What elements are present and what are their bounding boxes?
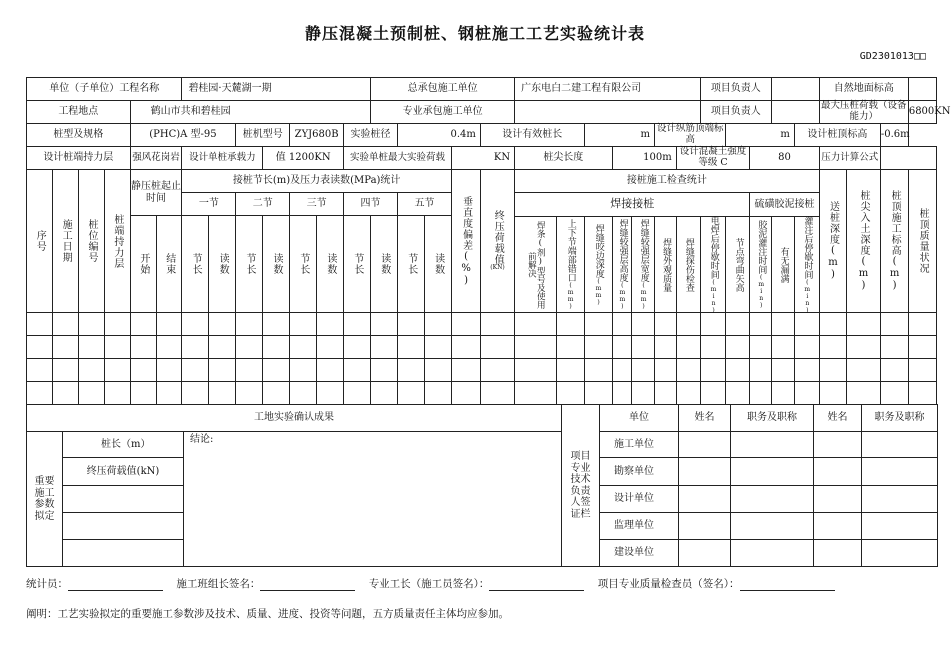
data-cell — [27, 359, 53, 382]
concrete-label: 设计混凝土强度等级 C — [676, 147, 750, 170]
data-cell — [676, 382, 700, 405]
sec1-len: 节长 — [182, 216, 209, 313]
data-rows — [27, 313, 937, 405]
manager-value-2 — [772, 101, 820, 124]
sec4-len: 节长 — [344, 216, 371, 313]
pile-no-header: 桩位编号 — [78, 170, 104, 313]
data-cell — [480, 359, 514, 382]
signature-line — [26, 576, 835, 591]
formula-label: 压力计算公式 — [819, 147, 880, 170]
data-cell — [908, 336, 936, 359]
capacity-label: 设计单桩承载力 — [182, 147, 263, 170]
concrete-value: 80 — [750, 147, 819, 170]
main-table — [26, 77, 951, 405]
data-cell — [726, 359, 750, 382]
data-cell — [632, 336, 655, 359]
data-cell — [209, 359, 236, 382]
data-cell — [290, 359, 317, 382]
statistician-field[interactable] — [68, 578, 163, 591]
top-elev-value: -0.6m — [880, 124, 908, 147]
ground-elev-value — [908, 78, 936, 101]
machine-value: ZYJ680B — [290, 124, 344, 147]
sign-unit-0: 施工单位 — [600, 432, 679, 458]
data-cell — [317, 382, 344, 405]
contractor-value: 广东电白二建工程有限公司 — [515, 78, 700, 101]
data-cell — [398, 313, 425, 336]
sign-unit-1: 勘察单位 — [600, 458, 679, 486]
contractor-label: 总承包施工单位 — [371, 78, 515, 101]
data-cell — [480, 313, 514, 336]
data-cell — [584, 313, 612, 336]
bend-header: 节点弯曲矢高 — [726, 217, 750, 313]
inspector-field[interactable] — [740, 578, 835, 591]
final-load-label: 终压荷载值(kN) — [63, 458, 184, 486]
data-cell — [130, 382, 156, 405]
send-depth-header: 送桩深度(m) — [819, 170, 846, 313]
rebar-elev-label: 设计纵筋顶端标高 — [654, 124, 726, 147]
data-cell — [52, 359, 78, 382]
data-cell — [632, 313, 655, 336]
data-cell — [130, 336, 156, 359]
sec4-header: 四节 — [344, 193, 398, 216]
data-cell — [209, 382, 236, 405]
manager-value — [772, 78, 820, 101]
test-load-unit: KN — [451, 147, 514, 170]
check-header: 接桩施工检查统计 — [515, 170, 820, 193]
sec4-read: 读数 — [371, 216, 398, 313]
start-header: 开始 — [130, 216, 156, 313]
subcontractor-label: 专业承包施工单位 — [371, 101, 515, 124]
data-cell — [772, 359, 795, 382]
data-cell — [424, 313, 451, 336]
data-cell — [480, 336, 514, 359]
data-cell — [515, 313, 556, 336]
data-cell — [344, 382, 371, 405]
diameter-label: 实验桩径 — [344, 124, 398, 147]
rock-label: 强风花岗岩 — [130, 147, 182, 170]
eff-len-label: 设计有效桩长 — [480, 124, 584, 147]
quality-header: 桩顶质量状况 — [908, 170, 936, 313]
test-load-label: 实验单桩最大实验荷载 — [344, 147, 452, 170]
data-cell — [317, 336, 344, 359]
sign-unit-2: 设计单位 — [600, 486, 679, 513]
data-cell — [290, 336, 317, 359]
data-cell — [846, 336, 880, 359]
data-cell — [750, 359, 772, 382]
data-cell — [908, 382, 936, 405]
location-label: 工程地点 — [27, 101, 131, 124]
data-cell — [156, 313, 182, 336]
data-cell — [794, 382, 819, 405]
data-cell — [750, 382, 772, 405]
final-load-header: 终压荷载值 (KN) — [480, 170, 514, 313]
data-cell — [880, 382, 908, 405]
data-cell — [451, 336, 480, 359]
data-cell — [612, 359, 632, 382]
data-cell — [846, 359, 880, 382]
data-cell — [880, 336, 908, 359]
data-cell — [263, 382, 290, 405]
data-cell — [317, 359, 344, 382]
data-cell — [424, 382, 451, 405]
data-cell — [209, 336, 236, 359]
data-cell — [130, 359, 156, 382]
top-elev-header: 桩顶施工标高(m) — [880, 170, 908, 313]
machine-label: 桩机型号 — [236, 124, 290, 147]
data-cell — [584, 336, 612, 359]
appearance-header: 焊缝外观质量 — [654, 217, 676, 313]
data-cell — [612, 382, 632, 405]
sign-unit-header: 单位 — [600, 405, 679, 432]
data-cell — [371, 382, 398, 405]
data-cell — [654, 382, 676, 405]
table-row — [27, 313, 937, 336]
team-leader-label: 施工班组长签名： — [176, 578, 261, 590]
data-cell — [676, 336, 700, 359]
data-cell — [654, 336, 676, 359]
deviation-header: 垂直度偏差(%) — [451, 170, 480, 313]
statistician-label: 统计员： — [26, 578, 68, 590]
weld-rod-header: 焊条(剂)型号及使用前解决 — [515, 217, 556, 313]
data-cell — [819, 336, 846, 359]
sign-name-header-1: 姓名 — [679, 405, 731, 432]
sign-name-header-2: 姓名 — [814, 405, 862, 432]
data-cell — [104, 382, 130, 405]
diameter-value: 0.4m — [398, 124, 481, 147]
max-load-label: 最大压桩荷载（设备能力） — [821, 100, 907, 122]
data-cell — [182, 313, 209, 336]
data-cell — [52, 313, 78, 336]
data-cell — [556, 313, 584, 336]
data-cell — [236, 359, 263, 382]
sec3-read: 读数 — [317, 216, 344, 313]
data-cell — [398, 382, 425, 405]
sec2-read: 读数 — [263, 216, 290, 313]
data-cell — [632, 382, 655, 405]
data-cell — [78, 382, 104, 405]
data-cell — [344, 336, 371, 359]
data-cell — [480, 382, 514, 405]
data-cell — [290, 313, 317, 336]
location-value: 鹤山市共和碧桂园 — [130, 101, 370, 124]
data-cell — [750, 313, 772, 336]
bearing-layer-label: 设计桩端持力层 — [27, 147, 131, 170]
data-cell — [794, 313, 819, 336]
data-cell — [819, 359, 846, 382]
data-cell — [556, 336, 584, 359]
sign-unit-3: 监理单位 — [600, 513, 679, 540]
data-cell — [654, 359, 676, 382]
data-cell — [750, 336, 772, 359]
table-row — [27, 336, 937, 359]
data-cell — [182, 382, 209, 405]
data-cell — [584, 359, 612, 382]
formula-value — [880, 147, 936, 170]
tip-len-value: 100m — [612, 147, 676, 170]
data-cell — [700, 382, 726, 405]
sec3-header: 三节 — [290, 193, 344, 216]
data-cell — [794, 336, 819, 359]
top-elev-label: 设计桩顶标高 — [794, 124, 880, 147]
sec5-len: 节长 — [398, 216, 425, 313]
data-cell — [676, 313, 700, 336]
data-cell — [156, 382, 182, 405]
confirm-table — [26, 404, 938, 567]
data-cell — [908, 313, 936, 336]
data-cell — [424, 359, 451, 382]
max-load-value: 6800KN — [908, 101, 936, 124]
sec2-len: 节长 — [236, 216, 263, 313]
sulfur-header: 硫磺胶泥接桩 — [750, 193, 819, 217]
seq-header: 序号 — [27, 170, 53, 313]
data-cell — [182, 336, 209, 359]
pile-length-label: 桩长（m） — [63, 432, 184, 458]
sec5-read: 读数 — [424, 216, 451, 313]
data-cell — [344, 313, 371, 336]
data-cell — [52, 382, 78, 405]
data-cell — [772, 382, 795, 405]
unit-name-value: 碧桂园·天麓湖一期 — [182, 78, 371, 101]
data-cell — [819, 313, 846, 336]
data-cell — [451, 313, 480, 336]
data-cell — [612, 313, 632, 336]
data-cell — [290, 382, 317, 405]
form-code: GD2301013□□ — [859, 51, 926, 62]
data-cell — [182, 359, 209, 382]
data-cell — [52, 336, 78, 359]
data-cell — [371, 313, 398, 336]
data-cell — [700, 336, 726, 359]
capacity-value: 值 1200KN — [263, 147, 344, 170]
data-cell — [846, 382, 880, 405]
sec1-header: 一节 — [182, 193, 236, 216]
rebar-elev-unit: m — [726, 124, 794, 147]
data-cell — [27, 382, 53, 405]
data-cell — [794, 359, 819, 382]
foreman-label: 专业工长（施工员签名）： — [368, 578, 490, 590]
foreman-field[interactable] — [489, 578, 584, 591]
data-cell — [676, 359, 700, 382]
press-time-header: 静压桩起止时间 — [130, 170, 182, 216]
undercut-header: 焊缝咬边深度 (mm) — [584, 217, 612, 313]
data-cell — [772, 336, 795, 359]
data-cell — [344, 359, 371, 382]
tip-depth-header: 桩尖入土深度(m) — [846, 170, 880, 313]
data-cell — [371, 336, 398, 359]
manager-label: 项目负责人 — [700, 78, 771, 101]
data-cell — [819, 382, 846, 405]
ground-elev-label: 自然地面标高 — [819, 78, 908, 101]
data-cell — [726, 382, 750, 405]
data-cell — [263, 336, 290, 359]
eff-len-unit: m — [584, 124, 654, 147]
data-cell — [263, 359, 290, 382]
manager-label-2: 项目负责人 — [700, 101, 771, 124]
data-cell — [451, 382, 480, 405]
data-cell — [263, 313, 290, 336]
data-cell — [78, 359, 104, 382]
sec3-len: 节长 — [290, 216, 317, 313]
data-cell — [398, 359, 425, 382]
table-row — [27, 359, 937, 382]
data-cell — [104, 313, 130, 336]
data-cell — [209, 313, 236, 336]
conclusion-field: 结论: — [184, 432, 562, 567]
data-cell — [515, 382, 556, 405]
sec5-header: 五节 — [398, 193, 452, 216]
data-cell — [236, 336, 263, 359]
grout-time-header: 胶泥灌注时间 (min) — [750, 217, 772, 313]
team-leader-field[interactable] — [260, 578, 355, 591]
weld-pause-header: 电焊后停歇时间 (min) — [700, 217, 726, 313]
data-cell — [880, 313, 908, 336]
data-cell — [700, 313, 726, 336]
data-cell — [398, 336, 425, 359]
sign-column-label: 项目专业技术负责人签证栏 — [562, 405, 600, 567]
data-cell — [27, 313, 53, 336]
bearing-header: 桩端持力层 — [104, 170, 130, 313]
params-label: 重要施工参数拟定 — [27, 432, 63, 567]
tip-len-label: 桩尖长度 — [515, 147, 612, 170]
data-cell — [156, 336, 182, 359]
data-cell — [236, 382, 263, 405]
inspector-label: 项目专业质量检查员（签名）： — [597, 578, 740, 590]
data-cell — [451, 359, 480, 382]
sign-unit-4: 建设单位 — [600, 540, 679, 567]
data-cell — [317, 313, 344, 336]
data-cell — [584, 382, 612, 405]
data-cell — [130, 313, 156, 336]
data-cell — [846, 313, 880, 336]
data-cell — [772, 313, 795, 336]
page-title: 静压混凝土预制桩、钢桩施工工艺实验统计表 — [304, 24, 645, 43]
data-cell — [515, 336, 556, 359]
data-cell — [908, 359, 936, 382]
data-cell — [654, 313, 676, 336]
sec2-header: 二节 — [236, 193, 290, 216]
data-cell — [27, 336, 53, 359]
reinf-width-header: 焊缝较强层宽度 (mm) — [632, 217, 655, 313]
leak-header: 有无漏满 — [772, 217, 795, 313]
grout-pause-header: 灌注后停歇时间 (min) — [794, 217, 819, 313]
data-cell — [700, 359, 726, 382]
end-header: 结束 — [156, 216, 182, 313]
data-cell — [726, 336, 750, 359]
pile-type-value: (PHC)A 型-95 — [130, 124, 236, 147]
pile-type-label: 桩型及规格 — [27, 124, 131, 147]
data-cell — [424, 336, 451, 359]
data-cell — [726, 313, 750, 336]
footnote: 阐明：工艺实验拟定的重要施工参数涉及技术、质量、进度、投资等问题，五方质量责任主体均应参加。 — [26, 608, 509, 620]
sign-duty-header-1: 职务及职称 — [731, 405, 814, 432]
data-cell — [78, 313, 104, 336]
confirm-heading: 工地实验确认成果 — [27, 405, 562, 432]
flaw-check-header: 焊缝探伤检查 — [676, 217, 700, 313]
data-cell — [156, 359, 182, 382]
subcontractor-value — [515, 101, 700, 124]
data-cell — [104, 359, 130, 382]
data-cell — [612, 336, 632, 359]
weld-header: 焊接接桩 — [515, 193, 750, 217]
reinf-height-header: 焊缝较强层高度 (mm) — [612, 217, 632, 313]
sec1-read: 读数 — [209, 216, 236, 313]
data-cell — [556, 359, 584, 382]
date-header: 施工日期 — [52, 170, 78, 313]
data-cell — [104, 336, 130, 359]
data-cell — [515, 359, 556, 382]
data-cell — [632, 359, 655, 382]
sign-duty-header-2: 职务及职称 — [862, 405, 938, 432]
table-row — [27, 382, 937, 405]
data-cell — [556, 382, 584, 405]
data-cell — [371, 359, 398, 382]
data-cell — [78, 336, 104, 359]
section-stats-header: 接桩节长(m)及压力表读数(MPa)统计 — [182, 170, 451, 193]
unit-name-label: 单位（子单位）工程名称 — [27, 78, 182, 101]
data-cell — [236, 313, 263, 336]
data-cell — [880, 359, 908, 382]
offset-header: 上下节端部错口 (mm) — [556, 217, 584, 313]
